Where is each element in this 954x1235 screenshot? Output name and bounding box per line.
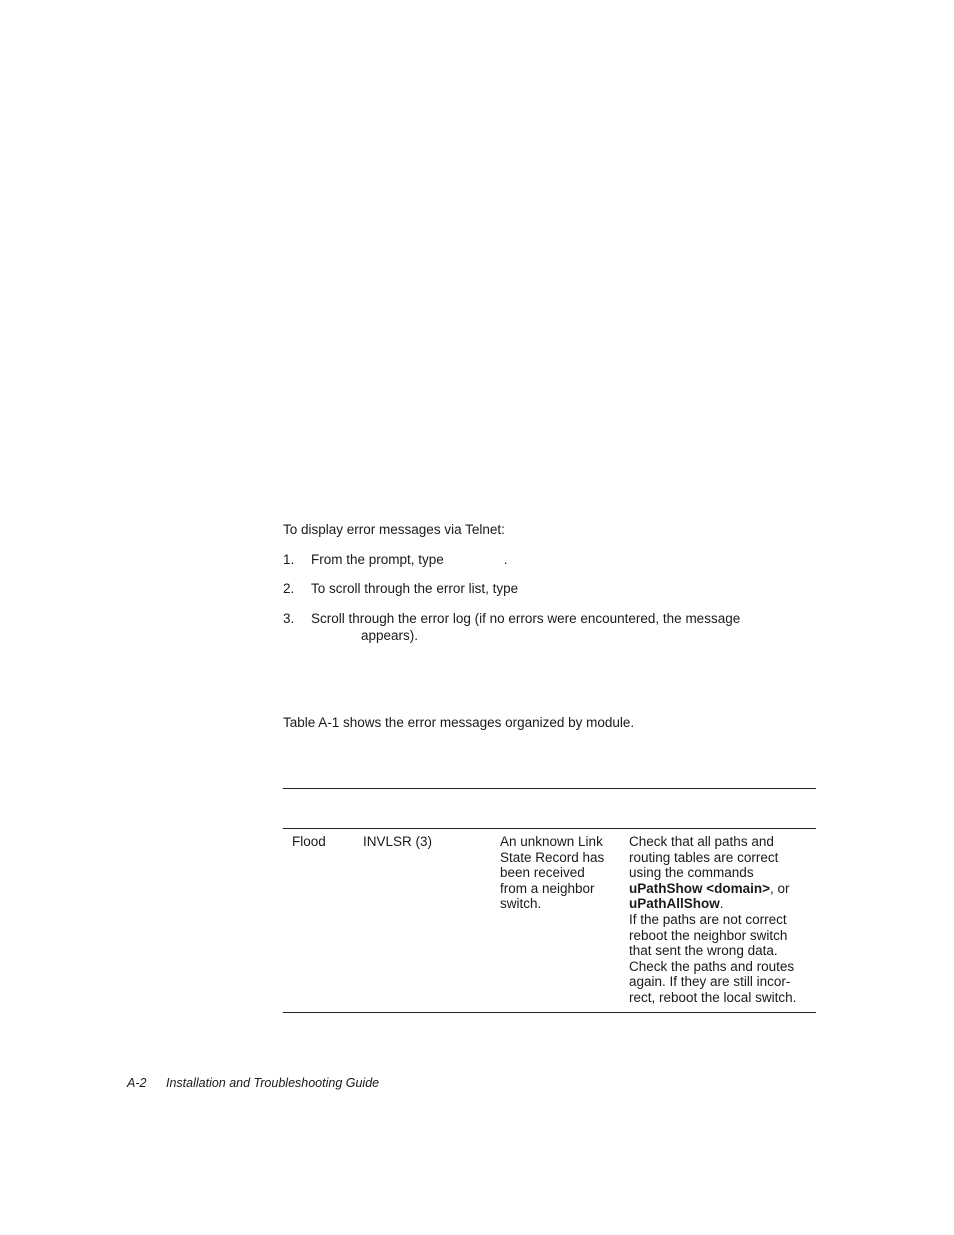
action-line: that sent the wrong data. bbox=[629, 943, 778, 959]
action-separator: , or bbox=[770, 880, 790, 896]
table-header-rule bbox=[283, 828, 816, 829]
step-text-continued: appears). bbox=[361, 628, 419, 643]
step-number: 2. bbox=[283, 581, 295, 596]
action-command-line bbox=[629, 881, 811, 897]
step-text: From the prompt, type . bbox=[311, 552, 508, 567]
action-command-line bbox=[629, 896, 811, 912]
table-top-rule bbox=[283, 788, 816, 789]
command-upathallshow: uPathAllShow bbox=[629, 896, 720, 912]
table-reference-text: Table A-1 shows the error messages organized by module. bbox=[283, 715, 635, 730]
action-line: Check that all paths and bbox=[629, 834, 774, 849]
step-number: 3. bbox=[283, 611, 295, 626]
table-cell-error-code: INVLSR (3) bbox=[363, 834, 433, 849]
command-upathshow: uPathShow <domain> bbox=[629, 880, 771, 896]
description-line: State Record has bbox=[500, 849, 605, 865]
table-cell-module: Flood bbox=[292, 834, 326, 849]
action-line: If the paths are not correct bbox=[629, 911, 787, 927]
action-period: . bbox=[719, 896, 724, 912]
action-line: again. If they are still incor- bbox=[629, 974, 791, 990]
description-line: switch. bbox=[500, 896, 542, 912]
action-line: reboot the neighbor switch bbox=[629, 927, 788, 943]
step-text: To scroll through the error list, type bbox=[311, 581, 519, 596]
description-line: from a neighbor bbox=[500, 880, 595, 896]
action-line: rect, reboot the local switch. bbox=[629, 989, 797, 1005]
table-bottom-rule bbox=[283, 1012, 816, 1013]
action-line: routing tables are correct bbox=[629, 849, 779, 865]
footer-page-number: A-2 bbox=[127, 1076, 147, 1090]
step-text: Scroll through the error log (if no errors were encountered, the message bbox=[311, 611, 741, 626]
footer-title: Installation and Troubleshooting Guide bbox=[166, 1076, 380, 1090]
table-cell-action bbox=[629, 834, 811, 1006]
step-number: 1. bbox=[283, 552, 295, 567]
action-line: Check the paths and routes bbox=[629, 958, 795, 974]
action-line: using the commands bbox=[629, 865, 754, 881]
description-line: An unknown Link bbox=[500, 834, 603, 849]
description-line: been received bbox=[500, 865, 585, 881]
table-cell-description bbox=[500, 834, 618, 912]
intro-text: To display error messages via Telnet: bbox=[283, 522, 505, 537]
